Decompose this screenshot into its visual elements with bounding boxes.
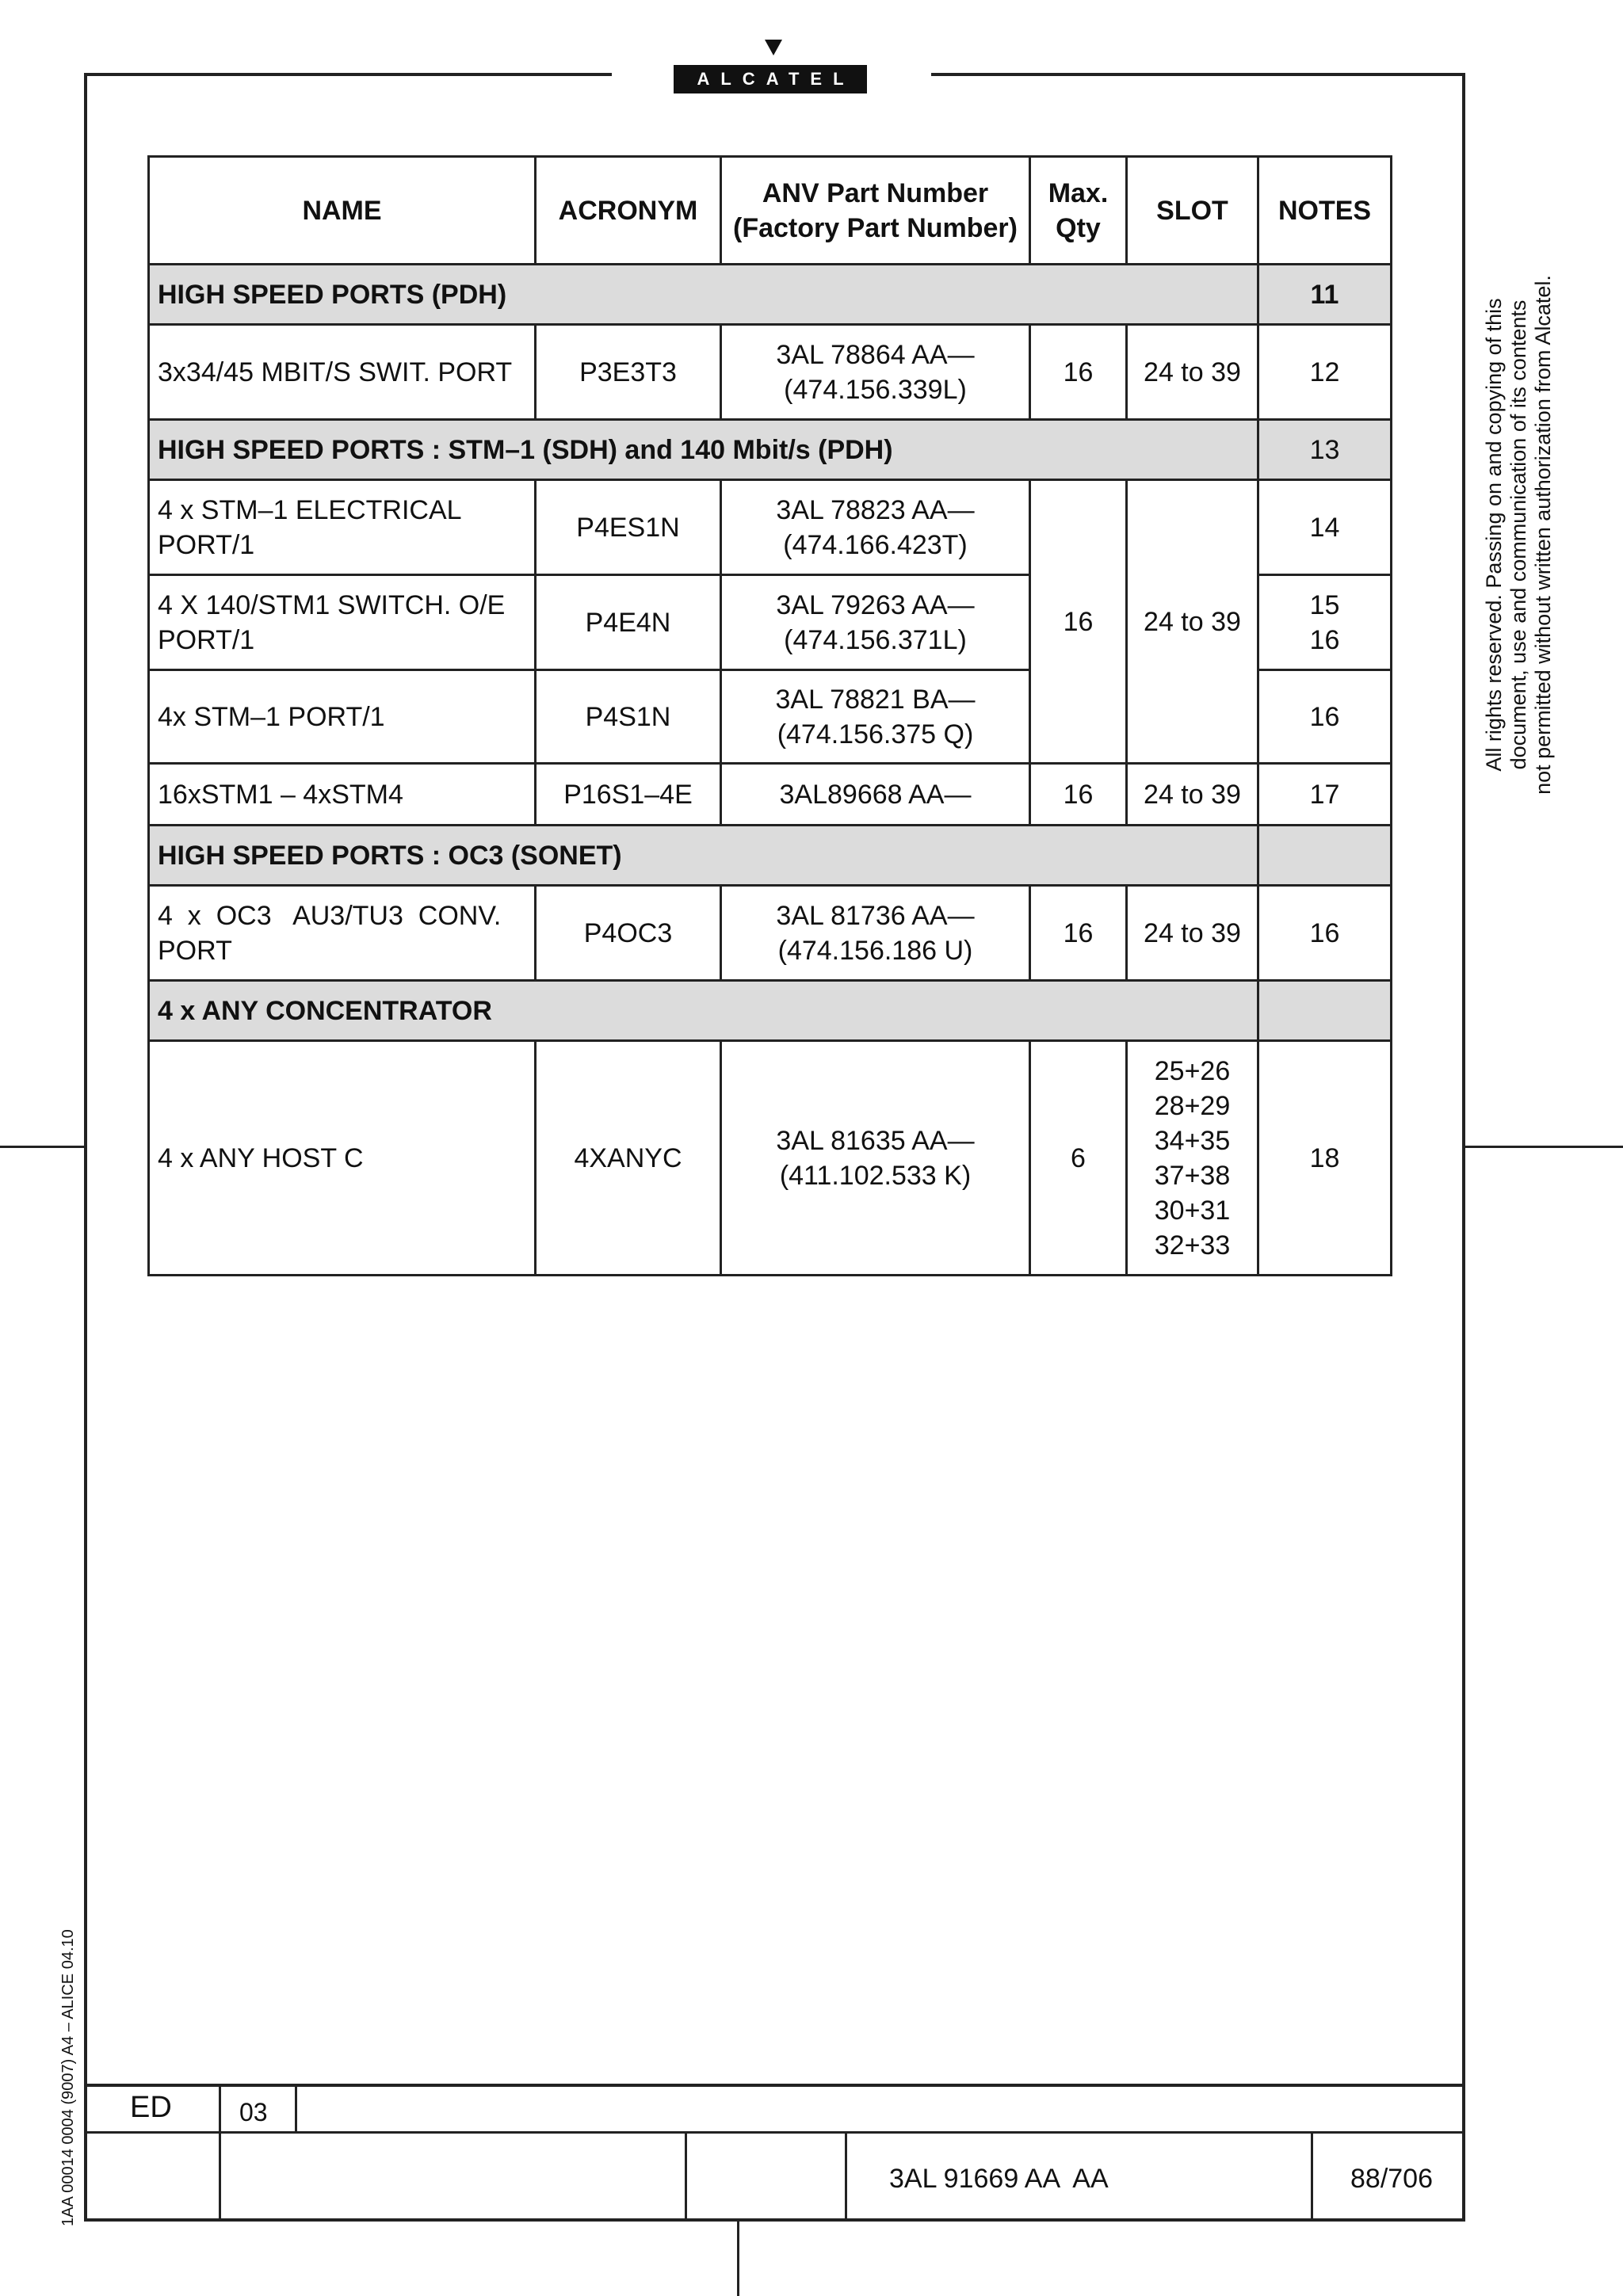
cell-notes: 18 <box>1258 1041 1392 1276</box>
cell-qty: 16 <box>1030 480 1127 764</box>
cell-name: 4 x STM–1 ELECTRICAL PORT/1 <box>149 480 536 575</box>
col-name-header: NAME <box>149 157 536 265</box>
cell-qty: 16 <box>1030 325 1127 420</box>
cell-name: 4x STM–1 PORT/1 <box>149 670 536 764</box>
cell-notes: 14 <box>1258 480 1392 575</box>
cell-acronym: P16S1–4E <box>536 764 721 826</box>
cell-part-number: 3AL 78823 AA— (474.166.423T) <box>721 480 1030 575</box>
frame-bottom <box>84 2218 1465 2222</box>
table-row <box>149 1041 1392 1276</box>
fold-mark-right <box>1465 1146 1623 1148</box>
section-row-stm1 <box>149 420 1392 480</box>
footer-divider <box>685 2131 687 2220</box>
cell-notes: 17 <box>1258 764 1392 826</box>
footer-divider <box>219 2084 221 2220</box>
section-note: 11 <box>1258 265 1392 325</box>
section-title: HIGH SPEED PORTS : STM–1 (SDH) and 140 Mbit/s (PDH) <box>149 420 1258 480</box>
cell-acronym: P3E3T3 <box>536 325 721 420</box>
footer-divider <box>295 2084 297 2133</box>
col-notes-header: NOTES <box>1258 157 1392 265</box>
section-title: HIGH SPEED PORTS (PDH) <box>149 265 1258 325</box>
section-note: 13 <box>1258 420 1392 480</box>
edition-label: ED <box>130 2091 172 2124</box>
table-header-row <box>149 157 1392 265</box>
logo-arrow-icon <box>765 40 782 55</box>
alcatel-logo: ALCATEL <box>674 65 867 93</box>
section-row-any <box>149 981 1392 1041</box>
cell-notes: 12 <box>1258 325 1392 420</box>
section-title: 4 x ANY CONCENTRATOR <box>149 981 1258 1041</box>
col-acronym-header: ACRONYM <box>536 157 721 265</box>
section-row-pdh <box>149 265 1392 325</box>
footer-divider <box>845 2131 847 2220</box>
cell-acronym: P4ES1N <box>536 480 721 575</box>
cell-qty: 16 <box>1030 764 1127 826</box>
cell-slot: 24 to 39 <box>1127 480 1258 764</box>
footer-divider <box>1311 2131 1313 2220</box>
frame-top-right <box>931 73 1465 76</box>
cell-qty: 16 <box>1030 886 1127 981</box>
cell-slot: 24 to 39 <box>1127 764 1258 826</box>
frame-top-left <box>84 73 612 76</box>
cell-name: 3x34/45 MBIT/S SWIT. PORT <box>149 325 536 420</box>
section-row-oc3 <box>149 826 1392 886</box>
parts-table <box>147 155 1392 1276</box>
cell-part-number: 3AL 78864 AA— (474.156.339L) <box>721 325 1030 420</box>
fold-mark-bottom <box>737 2222 739 2296</box>
cell-slot: 24 to 39 <box>1127 325 1258 420</box>
rights-notice: All rights reserved. Passing on and copying of this document, use and communication of its contents not permitted without written authorization from Alcatel. <box>1482 275 1555 795</box>
cell-name: 16xSTM1 – 4xSTM4 <box>149 764 536 826</box>
edition-value: 03 <box>239 2098 268 2126</box>
cell-name: 4 x OC3 AU3/TU3 CONV. PORT <box>149 886 536 981</box>
cell-part-number: 3AL 78821 BA— (474.156.375 Q) <box>721 670 1030 764</box>
section-title: HIGH SPEED PORTS : OC3 (SONET) <box>149 826 1258 886</box>
table-row <box>149 764 1392 826</box>
page-number: 88/706 <box>1350 2164 1433 2194</box>
cell-slot: 24 to 39 <box>1127 886 1258 981</box>
footer-top-line <box>84 2084 1465 2087</box>
side-doc-reference: 1AA 00014 0004 (9007) A4 – ALICE 04.10 <box>59 1929 77 2226</box>
cell-name: 4 X 140/STM1 SWITCH. O/E PORT/1 <box>149 575 536 670</box>
section-note <box>1258 981 1392 1041</box>
frame-left <box>84 73 87 2222</box>
table-row <box>149 480 1392 575</box>
col-max-qty-header: Max. Qty <box>1030 157 1127 265</box>
cell-acronym: P4E4N <box>536 575 721 670</box>
cell-slot-list: 25+26 28+29 34+35 37+38 30+31 32+33 <box>1127 1041 1258 1276</box>
col-slot-header: SLOT <box>1127 157 1258 265</box>
cell-part-number: 3AL 79263 AA— (474.156.371L) <box>721 575 1030 670</box>
cell-notes: 16 <box>1258 886 1392 981</box>
fold-mark-left <box>0 1146 84 1148</box>
cell-name: 4 x ANY HOST C <box>149 1041 536 1276</box>
cell-acronym: P4S1N <box>536 670 721 764</box>
table-row <box>149 325 1392 420</box>
cell-qty: 6 <box>1030 1041 1127 1276</box>
cell-part-number: 3AL 81736 AA— (474.156.186 U) <box>721 886 1030 981</box>
cell-acronym: P4OC3 <box>536 886 721 981</box>
cell-part-number: 3AL89668 AA— <box>721 764 1030 826</box>
cell-notes: 15 16 <box>1258 575 1392 670</box>
table-row <box>149 886 1392 981</box>
col-part-number-header: ANV Part Number (Factory Part Number) <box>721 157 1030 265</box>
cell-acronym: 4XANYC <box>536 1041 721 1276</box>
cell-notes: 16 <box>1258 670 1392 764</box>
footer-mid-line <box>84 2131 1465 2134</box>
section-note <box>1258 826 1392 886</box>
document-number: 3AL 91669 AA AA <box>889 2164 1109 2194</box>
cell-part-number: 3AL 81635 AA— (411.102.533 K) <box>721 1041 1030 1276</box>
